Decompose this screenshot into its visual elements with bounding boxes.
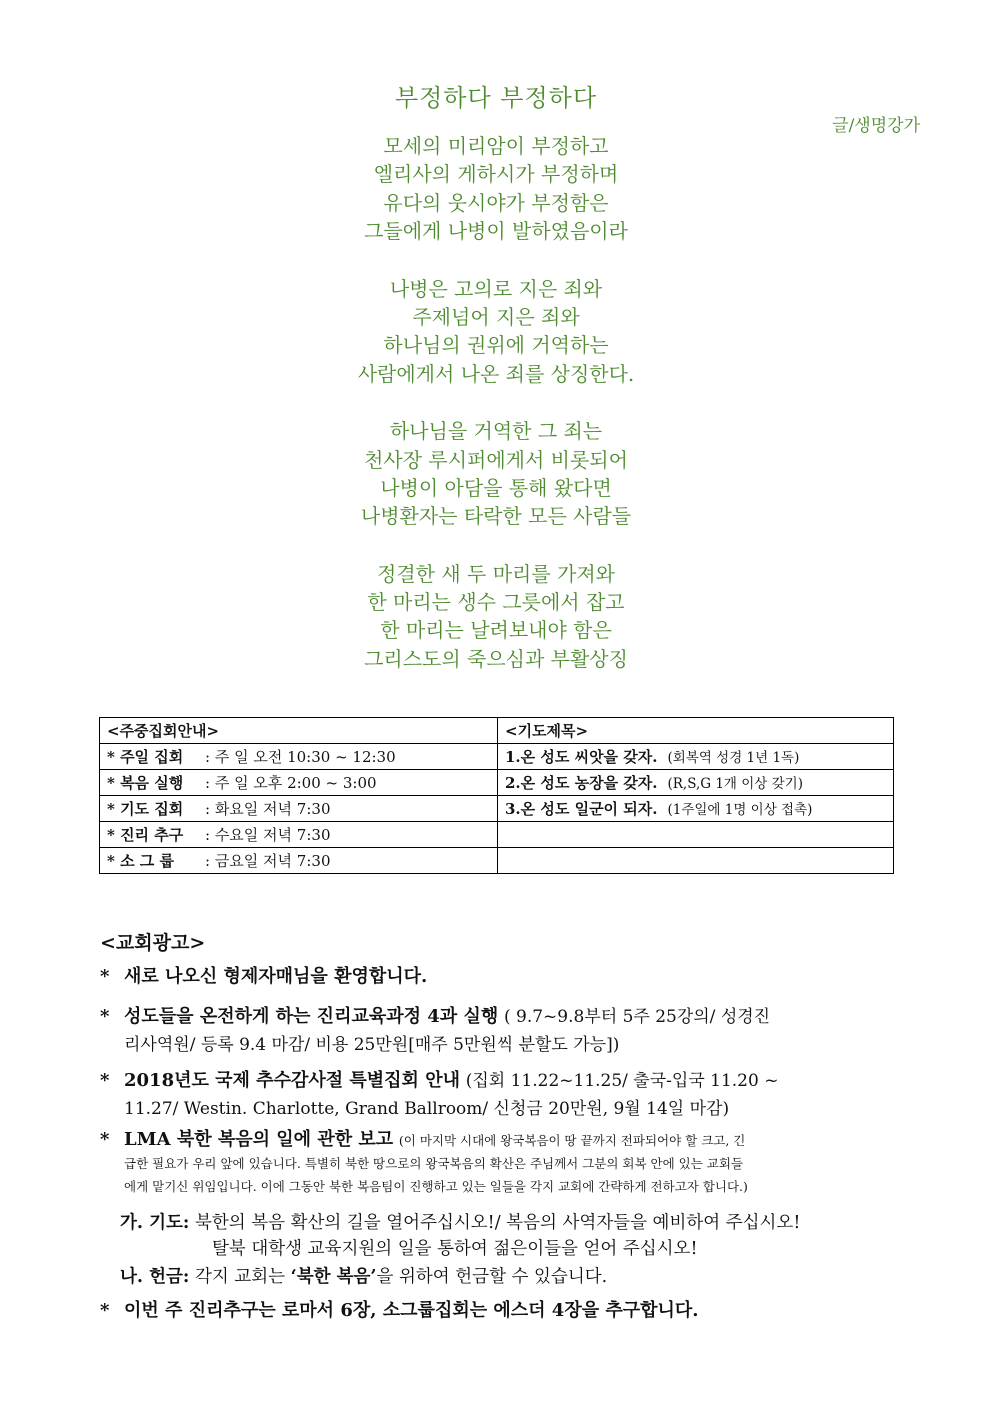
sub-text: 북한의 복음 확산의 길을 열어주십시오!/ 복음의 사역자들을 예비하여 주십시오!	[194, 1213, 801, 1233]
poem-stanza	[0, 417, 992, 531]
schedule-cell	[100, 796, 498, 822]
ad-title: 성도들을 온전하게 하는 진리교육과정 4과 실행	[124, 1006, 499, 1027]
table-row	[100, 822, 894, 848]
poem-line: 엘리사의 게하시가 부정하며	[373, 162, 619, 187]
table-row	[100, 744, 894, 770]
ad-title: LMA 북한 복음의 일에 관한 보고	[124, 1129, 394, 1150]
poem-line: 정결한 새 두 마리를 가져와	[377, 561, 615, 586]
table-row	[100, 796, 894, 822]
ad-item-course	[100, 1003, 922, 1059]
poem-line: 하나님의 권위에 거역하는	[383, 333, 609, 358]
sub-text: 탈북 대학생 교육지원의 일을 통하여 젊은이들을 얻어 주십시오!	[212, 1239, 698, 1259]
prayer-cell	[498, 744, 894, 770]
poem-line: 한 마리는 날려보내야 함은	[380, 618, 612, 643]
offering-subitem	[120, 1263, 607, 1288]
ad-detail: 급한 필요가 우리 앞에 있습니다. 특별히 북한 땅으로의 왕국복음의 확산은 주님께서 그분의 회복 안에 있는 교회들	[124, 1156, 744, 1171]
schedule-time: : 금요일 저녁 7:30	[205, 852, 331, 870]
table-header-row	[100, 718, 894, 744]
empty-cell	[498, 848, 894, 874]
meeting-table	[99, 717, 894, 874]
prayer-cell	[498, 796, 894, 822]
ad-detail: ( 9.7~9.8부터 5주 25강의/ 성경진	[503, 1007, 771, 1027]
schedule-header: <주중집회안내>	[100, 718, 498, 744]
table-row	[100, 770, 894, 796]
schedule-time: : 수요일 저녁 7:30	[205, 826, 331, 844]
schedule-time: : 주 일 오후 2:00 ~ 3:00	[205, 774, 377, 792]
ad-title: 2018년도 국제 추수감사절 특별집회 안내	[124, 1070, 460, 1091]
prayer-title: 3.온 성도 일군이 되자.	[505, 800, 658, 818]
schedule-time: : 화요일 저녁 7:30	[205, 800, 331, 818]
poem-body	[0, 132, 992, 673]
prayer-cell	[498, 770, 894, 796]
poem-line: 모세의 미리암이 부정하고	[383, 134, 609, 158]
poem-title: 부정하다 부정하다	[394, 84, 598, 112]
schedule-label: * 복음 실행	[107, 774, 184, 792]
schedule-time: : 주 일 오전 10:30 ~ 12:30	[205, 748, 396, 766]
poem-author: 글/생명강가	[832, 116, 920, 136]
schedule-cell	[100, 822, 498, 848]
table-row	[100, 848, 894, 874]
sub-label: 나. 헌금:	[120, 1267, 190, 1287]
schedule-cell	[100, 848, 498, 874]
prayer-title: 1.온 성도 씨앗을 갖자.	[505, 748, 658, 766]
prayer-header: <기도제목>	[498, 718, 894, 744]
sub-text: 각지 교회는	[194, 1267, 286, 1287]
poem-line: 유다의 웃시야가 부정함은	[383, 190, 609, 215]
prayer-note: (회복역 성경 1년 1독)	[667, 750, 800, 766]
sub-emphasis: ‘북한 복음’	[290, 1267, 377, 1287]
poem-stanza	[0, 275, 992, 389]
ad-detail: 에게 맡기신 위임입니다. 이에 그동안 북한 복음팀이 진행하고 있는 일들을 각지 교회에 간략하게 전하고자 합니다.)	[124, 1179, 748, 1194]
poem-line: 주제넘어 지은 죄와	[412, 304, 580, 329]
schedule-label: * 진리 추구	[107, 826, 184, 844]
ad-text: 새로 나오신 형제자매님을 환영합니다.	[124, 966, 428, 987]
schedule-label: * 주일 집회	[107, 748, 184, 766]
ad-item-study	[100, 1296, 922, 1322]
bullet-star: *	[100, 1129, 110, 1150]
bullet-star: *	[100, 1070, 110, 1091]
ad-text: 이번 주 진리추구는 로마서 6장, 소그룹집회는 에스더 4장을 추구합니다.	[124, 1300, 699, 1321]
poem-line: 나병이 아담을 통해 왔다면	[380, 475, 612, 500]
ad-item-thanksgiving	[100, 1067, 922, 1123]
schedule-cell	[100, 770, 498, 796]
prayer-subitem	[120, 1210, 800, 1262]
bullet-star: *	[100, 1006, 110, 1027]
ad-item-lma	[100, 1129, 922, 1198]
poem-line: 한 마리는 생수 그릇에서 잡고	[367, 590, 625, 615]
ad-detail: 11.27/ Westin. Charlotte, Grand Ballroom/ 신청금 20만원, 9월 14일 마감)	[124, 1099, 730, 1119]
poem-line: 나병환자는 타락한 모든 사람들	[360, 504, 632, 529]
sub-text: 을 위하여 헌금할 수 있습니다.	[376, 1267, 608, 1287]
ads-title: <교회광고>	[100, 932, 206, 954]
schedule-cell	[100, 744, 498, 770]
ad-detail: 리사역원/ 등록 9.4 마감/ 비용 25만원[매주 5만원씩 분할도 가능])	[124, 1035, 620, 1055]
ad-item-welcome	[100, 962, 922, 988]
schedule-label: * 소 그 룹	[107, 852, 174, 870]
ad-detail: (이 마지막 시대에 왕국복음이 땅 끝까지 전파되어야 할 크고, 긴	[398, 1133, 746, 1148]
poem-line: 나병은 고의로 지은 죄와	[389, 276, 603, 301]
prayer-note: (R,S,G 1개 이상 갖기)	[667, 776, 803, 792]
bullet-star: *	[100, 966, 110, 987]
ad-detail: (집회 11.22~11.25/ 출국-입국 11.20 ~	[465, 1071, 779, 1091]
poem-line: 하나님을 거역한 그 죄는	[389, 419, 603, 444]
poem-line: 그리스도의 죽으심과 부활상징	[364, 646, 628, 671]
poem-line: 사람에게서 나온 죄를 상징한다.	[357, 361, 635, 386]
empty-cell	[498, 822, 894, 848]
prayer-note: (1주일에 1명 이상 접촉)	[667, 802, 813, 818]
poem-stanza	[0, 132, 992, 246]
poem-line: 그들에게 나병이 발하였음이라	[364, 219, 628, 244]
schedule-label: * 기도 집회	[107, 800, 184, 818]
prayer-title: 2.온 성도 농장을 갖자.	[505, 774, 658, 792]
sub-label: 가. 기도:	[120, 1213, 190, 1233]
poem-stanza	[0, 560, 992, 674]
bullet-star: *	[100, 1300, 110, 1321]
poem-line: 천사장 루시퍼에게서 비롯되어	[364, 447, 628, 472]
